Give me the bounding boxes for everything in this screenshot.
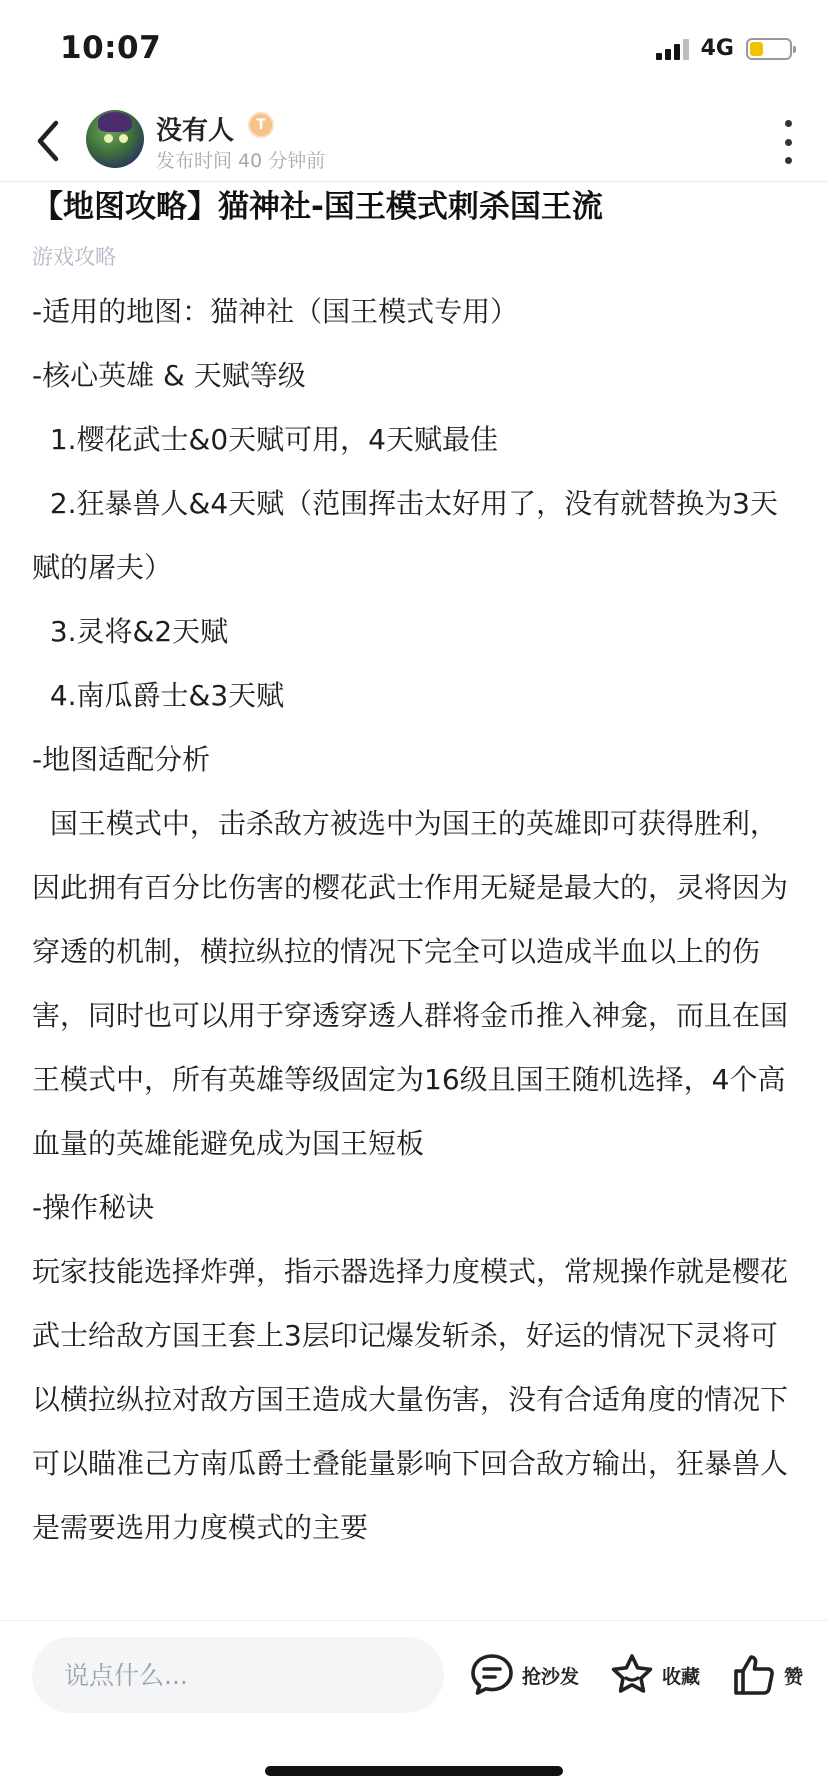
more-button[interactable]: [778, 120, 798, 164]
author-name[interactable]: 没有人: [156, 116, 235, 146]
paragraph: 国王模式中，击杀敌方被选中为国王的英雄即可获得胜利，因此拥有百分比伤害的樱花武士作用无疑是最大的，灵将因为穿透的机制，横拉纵拉的情况下完全可以造成半血以上的伤害，同时也可以用于穿透穿透人群将金币推入神龛，而且在国王模式中，所有英雄等级固定为16级且国王随机选择，4个高血量的英雄能避免成为国王短板: [32, 807, 789, 1160]
favorite-button[interactable]: [608, 1651, 700, 1699]
paragraph: -操作秘诀: [32, 1191, 155, 1224]
status-bar: [0, 0, 828, 100]
bottom-bar: [0, 1620, 828, 1792]
paragraph: 4.南瓜爵士&3天赋: [32, 679, 285, 712]
top-nav: [0, 100, 828, 182]
paragraph: 1.樱花武士&0天赋可用，4天赋最佳: [32, 423, 498, 456]
battery-icon: [746, 38, 792, 60]
paragraph: -地图适配分析: [32, 743, 211, 776]
paragraph: 玩家技能选择炸弹，指示器选择力度模式，常规操作就是樱花武士给敌方国王套上3层印记爆发斩杀，好运的情况下灵将可以横拉纵拉对敌方国王造成大量伤害，没有合适角度的情况下可以瞄准己方南瓜爵士叠能量影响下回合敌方输出，狂暴兽人是需要选用力度模式的主要: [32, 1255, 789, 1544]
paragraph: -核心英雄 & 天赋等级: [32, 359, 306, 392]
network-type: 4G: [700, 36, 734, 61]
article-body: [32, 280, 802, 1560]
like-label: 赞: [784, 1665, 804, 1688]
chevron-left-icon: [34, 119, 62, 163]
back-button[interactable]: [26, 116, 70, 166]
comment-input[interactable]: [32, 1637, 444, 1713]
star-icon: [608, 1651, 656, 1699]
signal-icon: [656, 38, 689, 60]
battery-level: [750, 42, 763, 56]
like-button[interactable]: [730, 1651, 803, 1699]
comment-bubble-icon: [468, 1651, 516, 1699]
publish-time: 发布时间 40 分钟前: [156, 150, 326, 172]
level-badge: T: [248, 112, 274, 138]
article-title: 【地图攻略】猫神社-国王模式刺杀国王流: [32, 189, 603, 225]
article: [32, 182, 802, 1560]
article-tag[interactable]: 游戏攻略: [32, 245, 116, 269]
thumbs-up-icon: [730, 1651, 778, 1699]
paragraph: 2.狂暴兽人&4天赋（范围挥击太好用了，没有就替换为3天赋的屠夫）: [32, 487, 778, 584]
favorite-label: 收藏: [662, 1665, 701, 1688]
status-time: 10:07: [60, 30, 162, 66]
sofa-button[interactable]: [468, 1651, 579, 1699]
home-indicator[interactable]: [265, 1766, 563, 1776]
paragraph: -适用的地图：猫神社（国王模式专用）: [32, 295, 519, 328]
paragraph: 3.灵将&2天赋: [32, 615, 229, 648]
more-vertical-icon: [785, 120, 792, 127]
avatar[interactable]: [86, 110, 144, 168]
status-indicators: [656, 36, 792, 61]
sofa-label: 抢沙发: [522, 1665, 580, 1688]
